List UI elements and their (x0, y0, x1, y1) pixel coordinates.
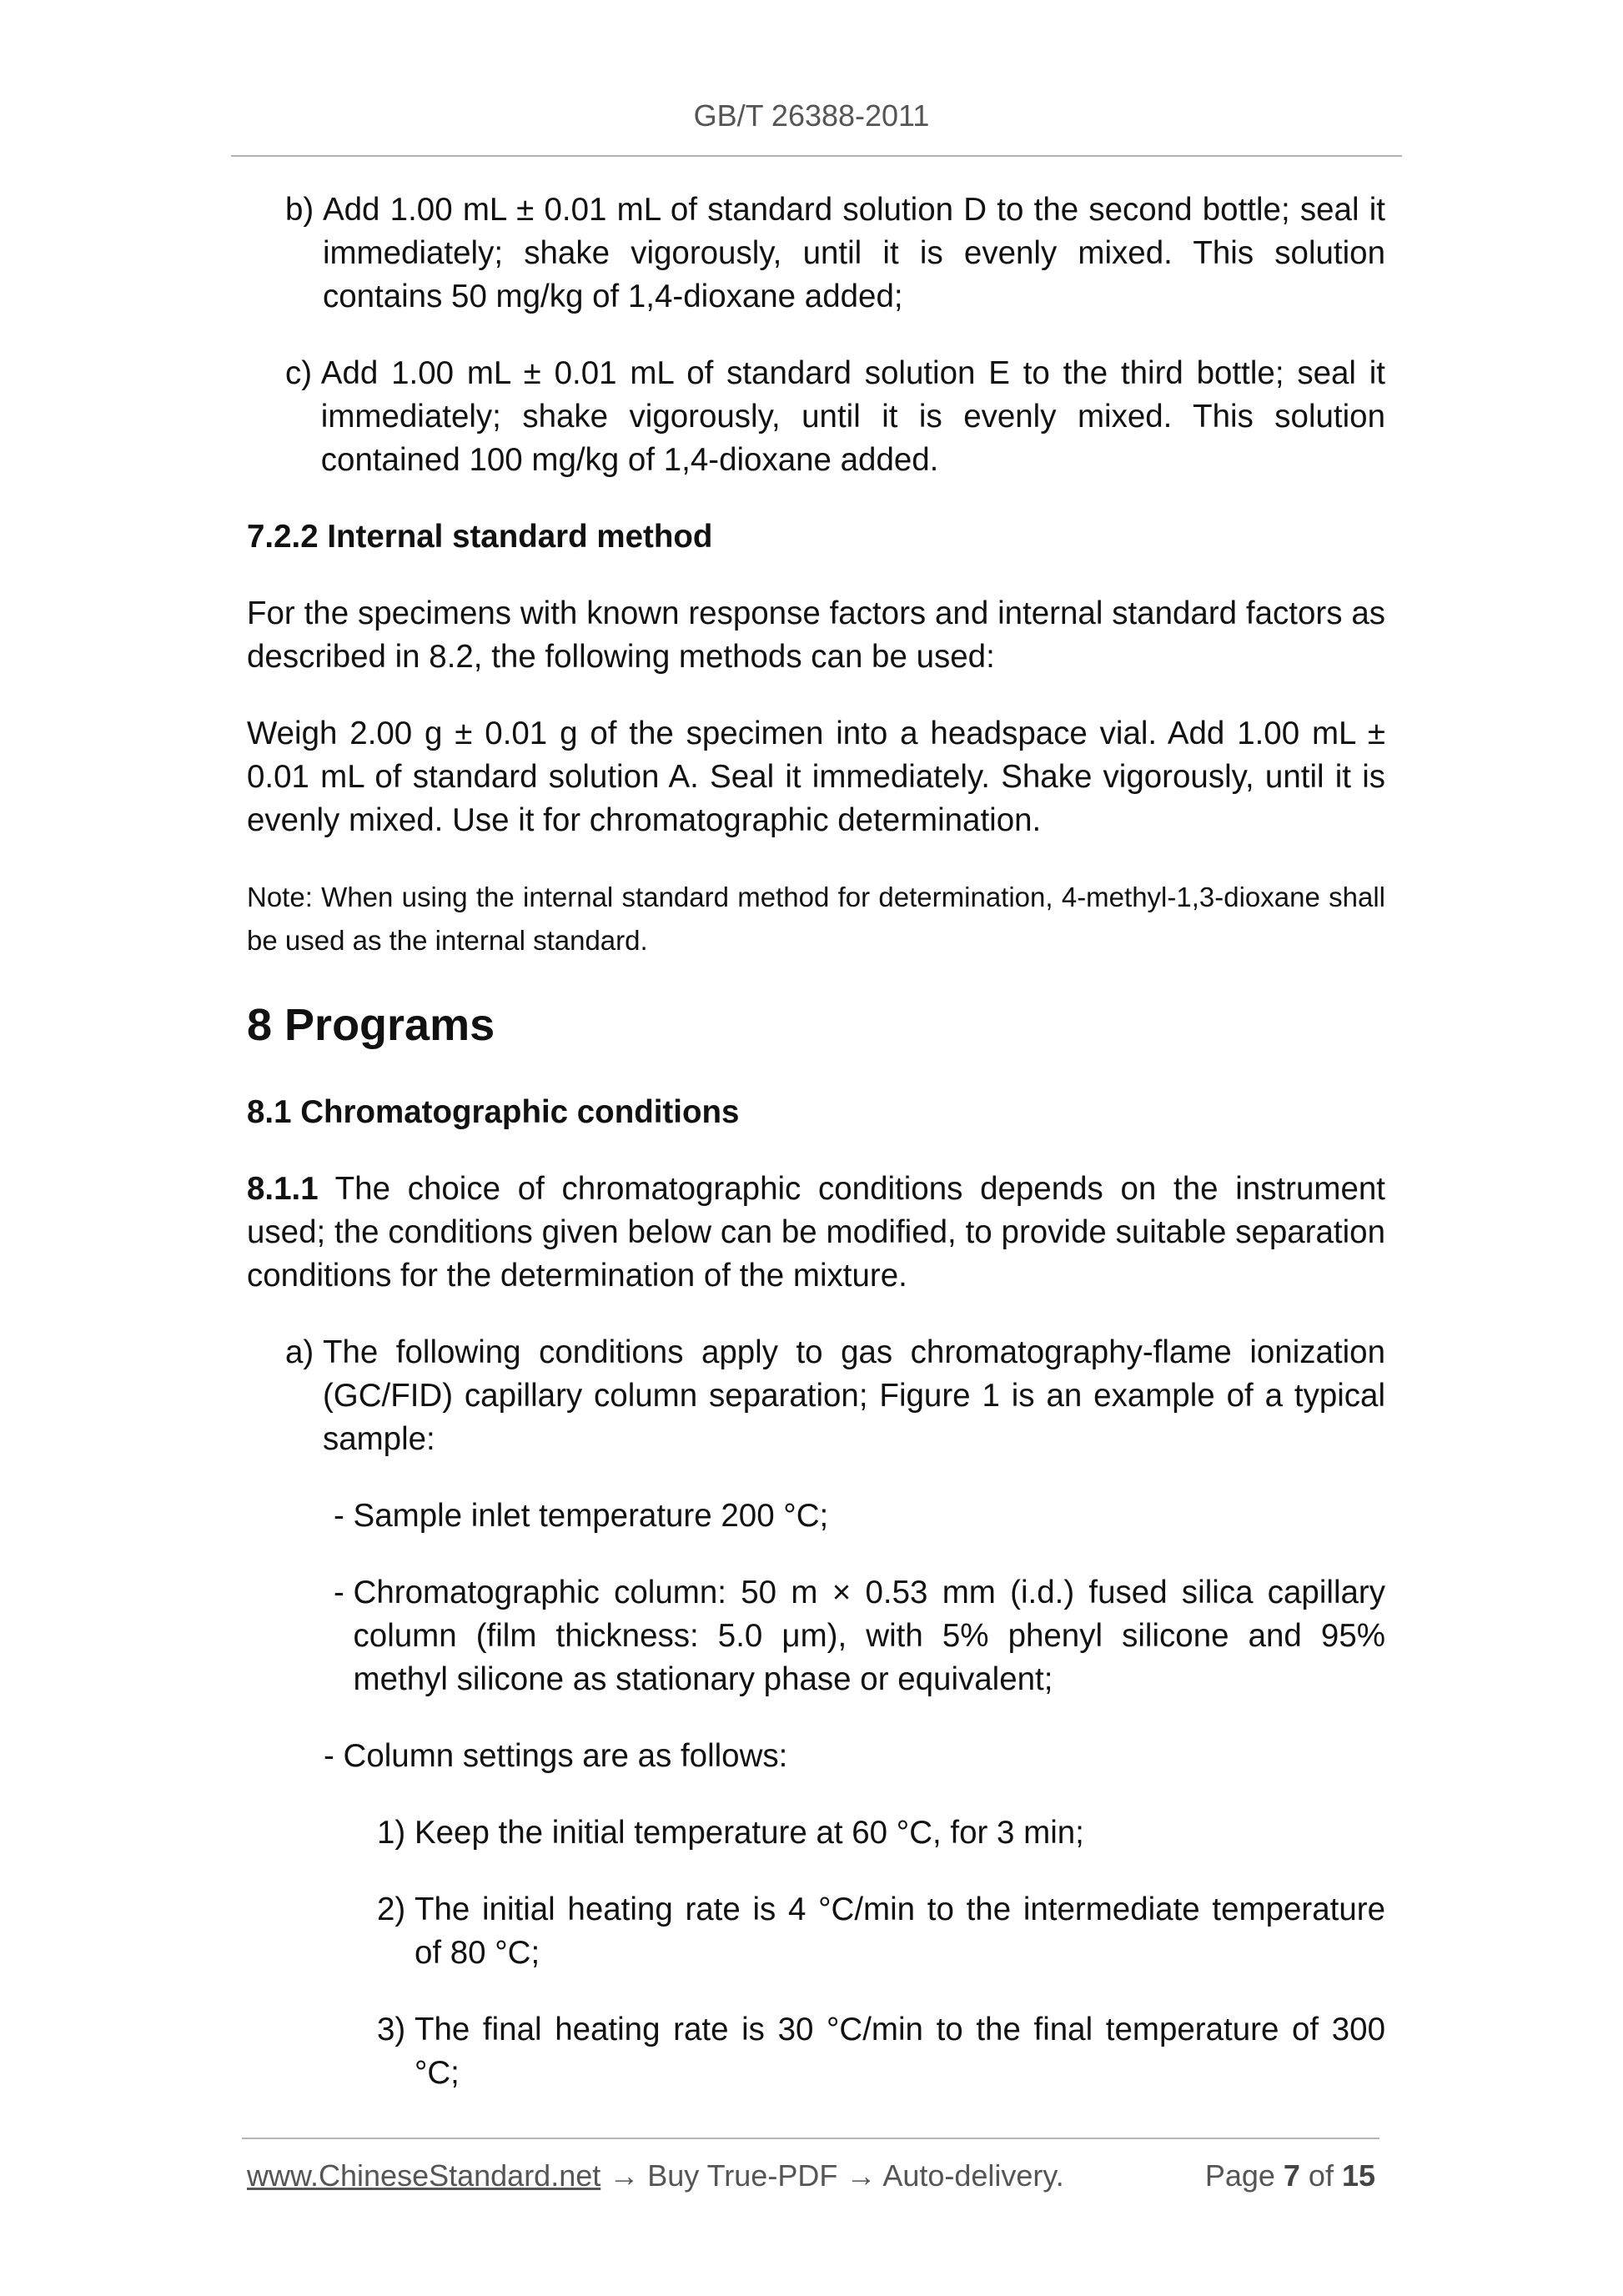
numbered-item-text: Keep the initial temperature at 60 °C, for 3 min; (414, 1815, 1084, 1851)
numbered-item-1 (247, 1811, 1385, 1855)
dash-item-text: Chromatographic column: 50 m × 0.53 mm (i.d.) fused silica capillary column (film thickness: 5.0 μm), with 5% phenyl silicone and 95% methyl silicone as stationary phase or equivalent; (353, 1575, 1385, 1697)
dash-item-text: Sample inlet temperature 200 °C; (353, 1498, 829, 1534)
list-marker: c) (285, 355, 321, 391)
section-heading-7-2-2: 7.2.2 Internal standard method (247, 519, 713, 555)
clause-number: 8.1.1 (247, 1171, 319, 1207)
list-item-b (247, 188, 1385, 319)
paragraph-weigh-specimen: Weigh 2.00 g ± 0.01 g of the specimen into a headspace vial. Add 1.00 mL ± 0.01 mL of standard solution A. Seal it immediately. Shake vigorously, until it is evenly mixed. Use it for chromatographic determination. (247, 716, 1385, 838)
website-link[interactable]: www.ChineseStandard.net (247, 2158, 601, 2193)
number-marker: 1) (377, 1815, 415, 1851)
list-item-text: Add 1.00 mL ± 0.01 mL of standard solution D to the second bottle; seal it immediately; shake vigorously, until it is evenly mixed. This solution contains 50 mg/kg of 1,4-dioxane added; (322, 192, 1385, 314)
chapter-heading-8: 8 Programs (247, 1000, 495, 1050)
list-item-text: Add 1.00 mL ± 0.01 mL of standard solution E to the third bottle; seal it immediately; shake vigorously, until it is evenly mixed. This solution contained 100 mg/kg of 1,4-dioxane added. (320, 355, 1385, 478)
footer-divider (242, 2138, 1379, 2139)
paragraph-8-1-1 (247, 1168, 1385, 1298)
dash-marker: - (334, 1575, 354, 1610)
list-item-a (247, 1331, 1385, 1461)
dash-marker: - (324, 1738, 344, 1774)
dash-item-text: Column settings are as follows: (343, 1738, 788, 1774)
page-content (247, 188, 1385, 2128)
page-label: Page (1204, 2158, 1284, 2193)
number-marker: 2) (377, 1892, 415, 1927)
dash-item-column-settings (247, 1735, 1385, 1778)
footer-tagline: → Buy True-PDF → Auto-delivery. (600, 2158, 1064, 2193)
dash-item-inlet-temperature (247, 1495, 1385, 1538)
document-id-header: GB/T 26388-2011 (693, 98, 930, 133)
dash-item-column (247, 1571, 1385, 1701)
footer-promo (247, 2158, 1064, 2193)
list-item-text: The following conditions apply to gas chromatography-flame ionization (GC/FID) capillary column separation; Figure 1 is an example of a typical sample: (322, 1334, 1385, 1457)
page-indicator (1205, 2158, 1375, 2193)
of-label: of (1299, 2158, 1342, 2193)
dash-marker: - (334, 1498, 354, 1534)
numbered-item-text: The final heating rate is 30 °C/min to the final temperature of 300 °C; (414, 2012, 1385, 2091)
list-item-c (247, 352, 1385, 482)
numbered-item-2 (247, 1888, 1385, 1975)
numbered-item-3 (247, 2008, 1385, 2095)
section-heading-8-1: 8.1 Chromatographic conditions (247, 1094, 740, 1130)
page-footer (247, 2158, 1375, 2193)
numbered-item-text: The initial heating rate is 4 °C/min to the intermediate temperature of 80 °C; (414, 1892, 1385, 1971)
note-internal-standard: Note: When using the internal standard method for determination, 4-methyl-1,3-dioxane shall be used as the internal standard. (247, 882, 1385, 956)
clause-text: The choice of chromatographic conditions depends on the instrument used; the conditions given below can be modified, to provide suitable separation conditions for the determination of the mixture. (247, 1171, 1385, 1294)
header-divider (231, 155, 1402, 157)
number-marker: 3) (377, 2012, 415, 2047)
list-marker: a) (285, 1334, 323, 1370)
paragraph-response-factors: For the specimens with known response factors and internal standard factors as described in 8.2, the following methods can be used: (247, 595, 1385, 675)
total-pages-number: 15 (1341, 2158, 1375, 2193)
list-marker: b) (285, 192, 323, 228)
current-page-number: 7 (1283, 2158, 1300, 2193)
